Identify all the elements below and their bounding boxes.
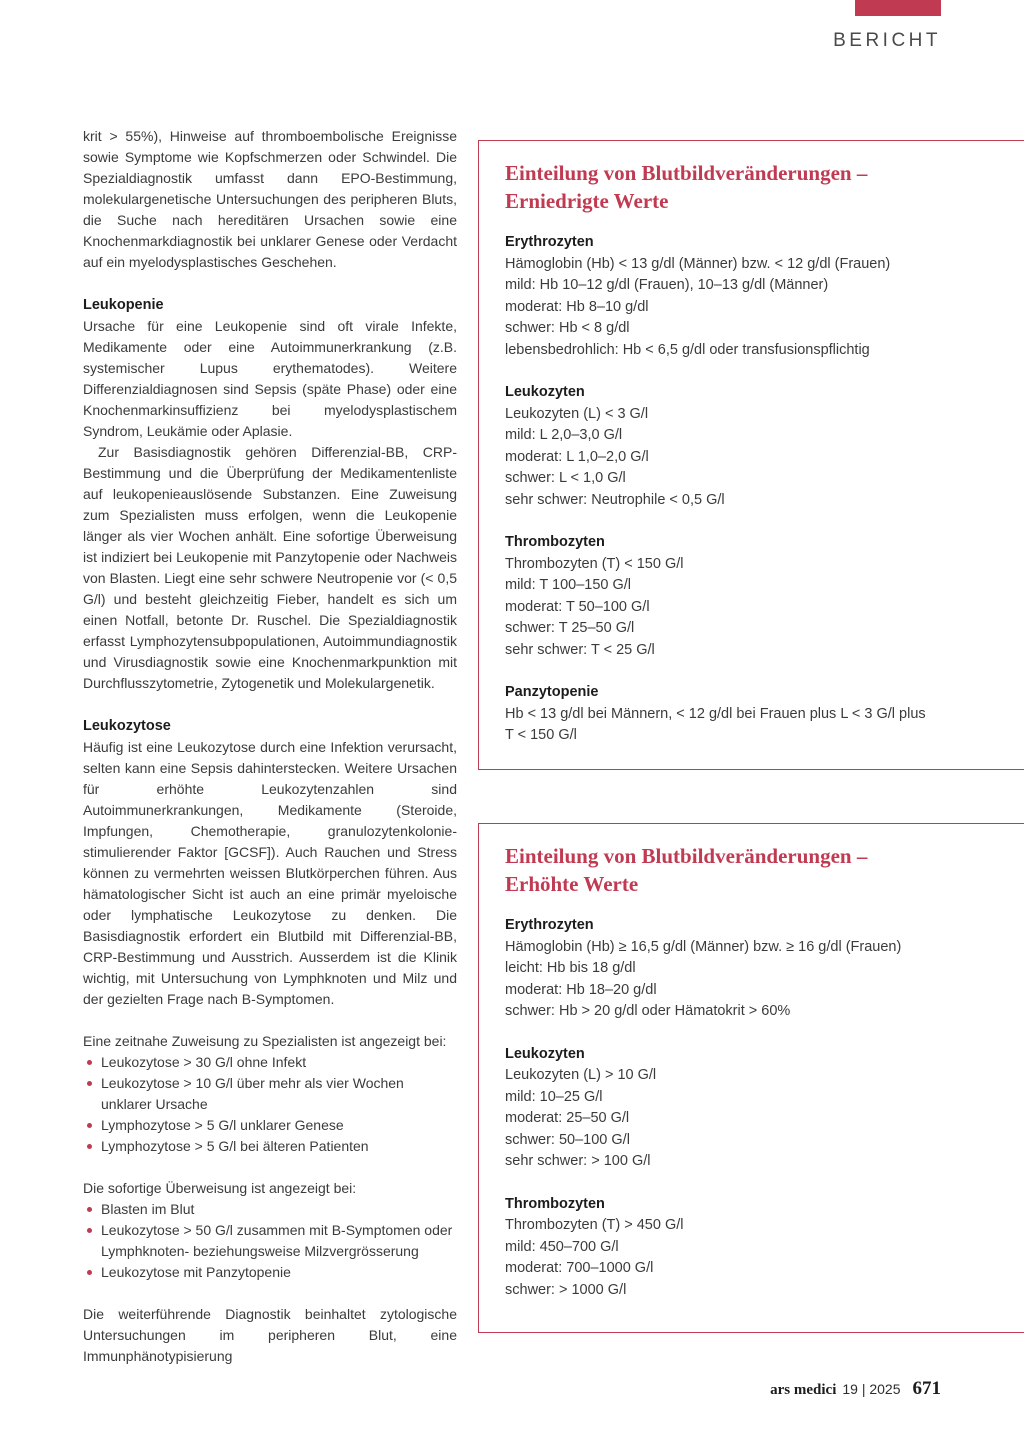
paragraph: Ursache für eine Leukopenie sind oft virale Infekte, Medikamente oder eine Autoimmunerkrankung (z.B. systemischer Lupus erythematodes). Weitere Differenzialdiagnosen sind Sepsis (späte Phase) oder eine Knochenmarkinsuffizienz bei myelodysplastischem Syndrom, Leukämie oder Aplasie. <box>83 318 457 439</box>
value-line: moderat: 25–50 G/l <box>505 1110 630 1126</box>
value-line: moderat: 700–1000 G/l <box>505 1260 654 1276</box>
value-line: Leukozyten (L) > 10 G/l <box>505 1067 657 1083</box>
infobox-section-heading: Leukozyten <box>505 1045 585 1062</box>
value-line: mild: 450–700 G/l <box>505 1238 619 1255</box>
list-item <box>83 1115 457 1136</box>
value-line: moderat: T 50–100 G/l <box>505 598 650 615</box>
value-line: lebensbedrohlich: Hb < 6,5 g/dl oder transfusionspflichtig <box>505 341 870 358</box>
infobox-erhoehte-werte <box>478 823 1024 1333</box>
subheading-leukopenie: Leukopenie <box>83 297 164 313</box>
value-line: schwer: Hb < 8 g/dl <box>505 320 630 336</box>
value-line: Thrombozyten (T) < 150 G/l <box>505 555 684 572</box>
value-line: mild: Hb 10–12 g/dl (Frauen), 10–13 g/dl (Männer) <box>505 277 829 293</box>
list-item-text: Lymphozytose > 5 G/l unklarer Genese <box>101 1117 344 1133</box>
list-item <box>83 1052 457 1073</box>
list-item <box>83 1199 457 1220</box>
list-item <box>83 1073 457 1115</box>
infobox-section-heading: Erythrozyten <box>505 917 594 933</box>
infobox-section-panzytopenie <box>505 682 937 747</box>
value-line: schwer: > 1000 G/l <box>505 1281 627 1298</box>
paragraph: Zur Basisdiagnostik gehören Differenzial-BB, CRP-Bestimmung und die Überprüfung der Medikamentenliste auf leukopenieauslösende Substanzen. Eine Zuweisung zum Spezialisten muss erfolgen, wenn die Leukopenie länger als vier Wochen anhält. Eine sofortige Überweisung ist indiziert bei Leukopenie mit Panzytopenie oder Nachweis von Blasten. Liegt eine sehr schwere Neutropenie vor (< 0,5 G/l) und besteht gleichzeitig Fieber, handelt es sich um einen Notfall, betonte Dr. Ruschel. Die Spezialdiagnostik erfasst Lymphozytensubpopulationen, Autoimmundiagnostik und Virusdiagnostik sowie eine Knochenmarkpunktion mit Durchflusszytometrie, Zytogenetik und Molekulargenetik. <box>83 444 457 691</box>
infobox-section-erythrozyten <box>505 915 937 1023</box>
article-left-column <box>83 126 457 1367</box>
value-line: schwer: T 25–50 G/l <box>505 620 635 636</box>
list-intro: Eine zeitnahe Zuweisung zu Spezialisten ist angezeigt bei: <box>83 1033 447 1049</box>
journal-name: ars medici <box>770 1382 837 1398</box>
value-line: mild: T 100–150 G/l <box>505 577 632 593</box>
infobox-section-heading: Leukozyten <box>505 384 585 400</box>
kicker-accent-bar <box>855 0 941 16</box>
value-line: sehr schwer: Neutrophile < 0,5 G/l <box>505 491 725 508</box>
value-line: sehr schwer: > 100 G/l <box>505 1153 651 1169</box>
value-line: mild: L 2,0–3,0 G/l <box>505 427 623 443</box>
referral-list-timely <box>83 1052 457 1157</box>
list-item <box>83 1220 457 1262</box>
bullet-icon <box>87 1144 92 1149</box>
paragraph-closing: Die weiterführende Diagnostik beinhaltet zytologische Untersuchungen im peripheren Blut, eine Immunphänotypisierung <box>83 1306 457 1364</box>
value-line: moderat: Hb 18–20 g/dl <box>505 981 657 998</box>
issue-number: 19 | 2025 <box>842 1381 901 1397</box>
list-item-text: Leukozytose > 10 G/l über mehr als vier Wochen unklarer Ursache <box>101 1075 404 1112</box>
value-line: Hämoglobin (Hb) < 13 g/dl (Männer) bzw. < 12 g/dl (Frauen) <box>505 255 891 272</box>
infobox-section-thrombozyten <box>505 532 937 661</box>
page-footer <box>770 1378 941 1400</box>
list-item-text: Leukozytose > 50 G/l zusammen mit B-Symptomen oder Lymphknoten- beziehungsweise Milzvergrösserung <box>101 1222 453 1259</box>
infobox-section-heading: Thrombozyten <box>505 1195 605 1212</box>
bullet-icon <box>87 1060 92 1065</box>
infobox-title-line1: Einteilung von Blutbildveränderungen – <box>505 844 868 868</box>
infobox-section-leukozyten <box>505 1044 937 1173</box>
value-line: moderat: Hb 8–10 g/dl <box>505 298 649 315</box>
list-item-text: Blasten im Blut <box>101 1201 195 1217</box>
list-item-text: Leukozytose mit Panzytopenie <box>101 1264 291 1280</box>
infobox-section-leukozyten <box>505 382 937 511</box>
value-line: leicht: Hb bis 18 g/dl <box>505 960 636 976</box>
paragraph-intro: krit > 55%), Hinweise auf thromboembolische Ereignisse sowie Symptome wie Kopfschmerzen oder Schwindel. Die Spezialdiagnostik umfasst dann EPO-Bestimmung, molekulargenetische Untersuchungen des peripheren Bluts, die Suche nach hereditären Ursachen sowie eine Knochenmarkdiagnostik bei unklarer Genese oder Verdacht auf ein myelodysplastisches Geschehen. <box>83 128 457 270</box>
value-line: Thrombozyten (T) > 450 G/l <box>505 1217 684 1233</box>
infobox-title-line2: Erhöhte Werte <box>505 871 639 896</box>
infobox-section-thrombozyten <box>505 1194 937 1302</box>
bullet-icon <box>87 1228 92 1233</box>
value-line: schwer: Hb > 20 g/dl oder Hämatokrit > 60% <box>505 1003 791 1019</box>
section-kicker: BERICHT <box>833 30 941 51</box>
paragraph: Häufig ist eine Leukozytose durch eine Infektion verursacht, selten kann eine Sepsis dahinterstecken. Weitere Ursachen für erhöhte Leukozytenzahlen sind Autoimmunerkrankungen, Medikamente (Steroide, Impfungen, Chemotherapie, granulozytenkolonie-stimulierender Faktor [GCSF]). Auch Rauchen und Stress können zu vermehrten weissen Blutkörperchen führen. Aus hämatologischer Sicht ist auch an eine primär myeloische oder lymphatische Leukozytose zu denken. Die Basisdiagnostik erfordert ein Blutbild mit Differenzial-BB, CRP-Bestimmung und Ausstrich. Ausserdem ist die Klinik wichtig, mit Untersuchung von Lymphknoten und Milz und der gezielten Frage nach B-Symptomen. <box>83 739 457 1007</box>
infobox-erniedrigte-werte <box>478 140 1024 770</box>
value-line: schwer: 50–100 G/l <box>505 1131 630 1148</box>
infobox-section-heading: Thrombozyten <box>505 534 605 550</box>
list-intro: Die sofortige Überweisung ist angezeigt bei: <box>83 1180 357 1196</box>
value-line: Leukozyten (L) < 3 G/l <box>505 405 649 422</box>
infobox-title-line2: Erniedrigte Werte <box>505 188 669 213</box>
bullet-icon <box>87 1207 92 1212</box>
infobox-title <box>505 160 937 215</box>
value-line: schwer: L < 1,0 G/l <box>505 470 626 486</box>
value-line: Hämoglobin (Hb) ≥ 16,5 g/dl (Männer) bzw. ≥ 16 g/dl (Frauen) <box>505 938 902 955</box>
list-item <box>83 1136 457 1157</box>
list-item-text: Lymphozytose > 5 G/l bei älteren Patienten <box>101 1138 369 1154</box>
list-item-text: Leukozytose > 30 G/l ohne Infekt <box>101 1054 307 1070</box>
infobox-section-erythrozyten <box>505 232 937 361</box>
value-line: mild: 10–25 G/l <box>505 1088 603 1105</box>
referral-list-immediate <box>83 1199 457 1283</box>
value-line: Hb < 13 g/dl bei Männern, < 12 g/dl bei Frauen plus L < 3 G/l plus T < 150 G/l <box>505 705 926 743</box>
bullet-icon <box>87 1123 92 1128</box>
bullet-icon <box>87 1081 92 1086</box>
page-number: 671 <box>912 1378 941 1399</box>
bullet-icon <box>87 1270 92 1275</box>
infobox-section-heading: Panzytopenie <box>505 684 599 700</box>
infobox-title-line1: Einteilung von Blutbildveränderungen – <box>505 161 868 185</box>
infobox-section-heading: Erythrozyten <box>505 234 594 250</box>
value-line: moderat: L 1,0–2,0 G/l <box>505 448 649 465</box>
value-line: sehr schwer: T < 25 G/l <box>505 641 655 658</box>
subheading-leukozytose: Leukozytose <box>83 718 171 734</box>
infobox-title <box>505 843 937 898</box>
list-item <box>83 1262 457 1283</box>
